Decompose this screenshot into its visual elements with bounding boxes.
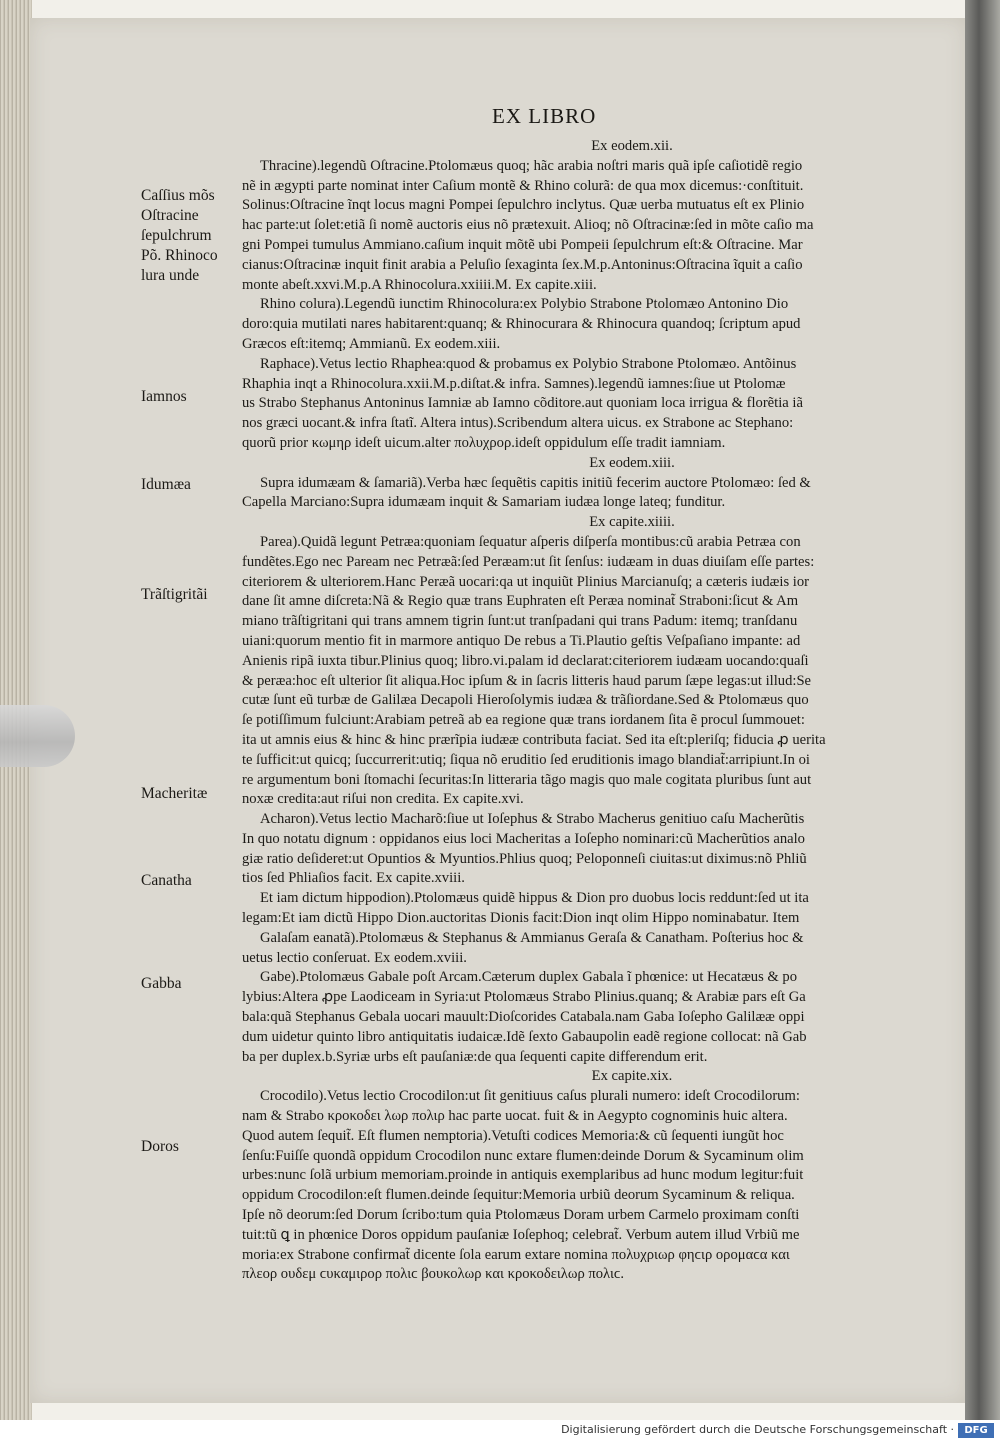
text-line: nẽ in ægypti parte nominat inter Caſium montẽ & Rhino colurã: de qua mox dicemus:·conſtituit. — [242, 177, 804, 194]
margin-note: Iamnos — [141, 388, 187, 405]
margin-note: Caſſius mõs — [141, 187, 215, 204]
text-line: Gabe).Ptolomæus Gabale poſt Arcam.Cæterum duplex Gabala ĩ phœnice: ut Hecatæus & po — [260, 969, 798, 986]
margin-note: Idumæa — [141, 476, 191, 493]
text-line: Supra idumæam & ſamariã).Verba hæc ſequẽtis capitis initiũ fecerim auctore Ptolomæo: ſed & — [260, 474, 811, 491]
margin-note: ſepulchrum — [141, 227, 212, 244]
text-line: Solinus:Oſtracine ĩnqt locus magni Pompei ſepulchro inclytus. Quæ uerba mutuatus eſt ex Plinio — [242, 197, 805, 214]
text-line: dum uidetur quinto libro antiquitatis iudaicæ.Idẽ ſexto Gabaupolin eadẽ regione collocat: nã Gab — [242, 1028, 807, 1045]
text-line: dane ſit amne diſcreta:Nã & Regio quæ trans Euphraten eſt Peræa nominat̃ Straboni:ſicut & Am — [242, 593, 799, 610]
text-line: Galaſam eanatã).Ptolomæus & Stephanus & Ammianus Geraſa & Canatham. Poſterius hoc & — [260, 929, 804, 946]
footer-bar — [0, 1420, 1000, 1442]
text-line: Anienis ripã iuxta tibur.Plinius quoq; libro.vi.palam id declarat:citeriorem iudæam uocando:quaſi — [242, 652, 809, 669]
text-line: & peræa:hoc eſt ulterior ſit aliqua.Hoc ipſum & in ſacris litteris haud parum ſæpe legas:ut illud:Se — [242, 672, 812, 689]
text-line: us Strabo Stephanus Antoninus Iamniæ ab Iamno cõditore.aut quoniam loca irrigua & florẽtia iã — [242, 395, 803, 412]
margin-note: lura unde — [141, 267, 200, 284]
text-line: Thracine).legendũ Oſtracine.Ptolomæus quoq; hãc arabia noſtri maris quã ipſe caſiotidẽ regio — [260, 157, 803, 174]
text-line: Raphace).Vetus lectio Rhaphea:quod & probamus ex Polybio Strabone Ptolomæo. Antõinus — [260, 355, 797, 372]
dfg-logo: DFG — [958, 1423, 994, 1438]
text-line: citeriorem & ulteriorem.Hanc Peræã uocari:qa ut inquiũt Plinius Marcianuſq; a cæteris iudæis ior — [242, 573, 809, 590]
margin-note: Doros — [141, 1138, 179, 1155]
text-line: Acharon).Vetus lectio Macharõ:ſiue ut Ioſephus & Strabo Macherus genitiuo caſu Macherũtis — [260, 811, 805, 828]
text-line: uetus lectio conſeruat. Ex eodem.xviii. — [242, 949, 467, 966]
margin-note: Gabba — [141, 975, 182, 992]
text-line: Rhaphia inqt a Rhinocolura.xxii.M.p.diſtat.& infra. Samnes).legendũ iamnes:ſiue ut Ptolomæ — [242, 375, 786, 392]
text-line: monte abeſt.xxvi.M.p.A Rhinocolura.xxiiii.M. Ex capite.xiii. — [242, 276, 597, 293]
text-line: oppidum Crocodilon:eſt flumen.deinde ſequitur:Memoria urbiũ deorum Sycaminum & reliqua. — [242, 1187, 795, 1204]
text-line: urbes:nunc ſolã urbium memoriam.proinde in antiquis exemplaribus ad hunc modum legitur:fuit — [242, 1167, 804, 1184]
text-line: ſenſu:Fuiſſe quondã oppidum Crocodilon nunc extare flumen:deinde Dorum & Sycaminum olim — [242, 1147, 804, 1164]
text-line: Ex eodem.xiii. — [589, 454, 675, 471]
text-line: Rhino colura).Legendũ iunctim Rhinocolura:ex Polybio Strabone Ptolomæo Antonino Dio — [260, 296, 789, 313]
margin-note: Oſtracine — [141, 207, 199, 224]
text-line: fundẽtes.Ego nec Paream nec Petræã:ſed Peræam:ut ſit ſenſus: iudæam in duas diuiſam eſſe partes: — [242, 553, 815, 570]
text-line: miano trãſtigritani qui trans amnem tigrin ſunt:ut tranſpadani qui trans Padum: itemq; tranſdanu — [242, 613, 798, 630]
text-line: Quod autem ſequit̃. Eſt flumen nemptoria).Vetuſti codices Memoria:& cũ ſequenti iungũt hoc — [242, 1127, 784, 1144]
margin-note: Macheritæ — [141, 785, 208, 802]
text-line: Ex capite.xiiii. — [589, 514, 675, 531]
funding-credit: Digitalisierung gefördert durch die Deutsche Forschungsgemeinschaft · — [561, 1423, 954, 1436]
margin-note: Trãſtigritãi — [141, 586, 208, 603]
body-text — [242, 137, 942, 1285]
text-line: bala:quã Stephanus Gebala uocari mauult:Dioſcorides Catabala.nam Gaba Ioſepho Galilææ oppi — [242, 1009, 805, 1026]
text-line: giæ ratio deſideret:ut Opuntios & Myuntios.Phlius quoq; Peloponneſi ciuitas:ut diximus:nõ Phliũ — [242, 850, 807, 867]
text-line: ita ut amnis eius & hinc & hinc prærĩpia iudææ contributa faciat. Sed ita eſt:pleriſq; fiducia ꝓ uerita — [242, 731, 826, 748]
text-line: Parea).Quidã legunt Petræa:quoniam ſequatur aſperis diſperſa montibus:cũ arabia Petræa con — [260, 533, 801, 550]
book-spine-shadow — [965, 0, 1000, 1420]
text-line: lybius:Altera ꝓpe Laodiceam in Syria:ut Ptolomæus Strabo Plinius.quanq; & Arabiæ pars eſt Ga — [242, 989, 806, 1006]
margin-note: Canatha — [141, 872, 192, 889]
text-line: re argumentum boni ſtomachi ſecuritas:In litteraria tãgo magis quo male cogitata pluribus ſunt aut — [242, 771, 812, 788]
text-line: tios ſed Phliaſios facit. Ex capite.xviii. — [242, 870, 465, 887]
text-line: te ſufficit:ut quicq; ſuccurrerit:utiq; ſiqua nõ eruditio ſed eruditionis imago blandiat̃:arripiunt.In oi — [242, 751, 810, 768]
text-line: quorũ prior κωμηρ ideſt uicum.alter πολυχρορ.ideſt oppidulum eſſe tradit iamniam. — [242, 434, 726, 451]
text-line: Capella Marciano:Supra idumæam inquit & Samariam iudæa longe lateq; funditur. — [242, 494, 726, 511]
text-line: nos græci uocant.& infra ſtatĩ. Altera intus).Scribendum altera uicus. ex Strabone ac Stephano: — [242, 415, 794, 432]
text-line: cutæ ſunt eũ turbæ de Galilæa Decapoli Hieroſolymis iudæa & trãſiordane.Sed & Ptolomæus quo — [242, 692, 809, 709]
text-line: hac parte:ut ſolet:etiã ſi nomẽ auctoris eius nõ prætexuit. Alioq; nõ Oſtracinæ:ſed in mõte caſio ma — [242, 217, 814, 234]
text-line: noxæ credita:aut riſui non credita. Ex capite.xvi. — [242, 791, 524, 808]
text-line: In quo notatu dignum : oppidanos eius loci Macheritas a Ioſepho nominari:cũ Macherũtios analo — [242, 830, 805, 847]
text-line: Ipſe nõ deorum:ſed Dorum ſcribo:tum quia Ptolomæus Doram urbem Carmelo proximam conſti — [242, 1207, 800, 1224]
text-line: moria:ex Strabone confirmat̃ dicente ſola earum extare nomina πολυχριωρ φηϲιρ ορομαϲα και — [242, 1246, 790, 1263]
text-line: legam:Et iam dictũ Hippo Dion.auctoritas Dionis facit:Dion inqt olim Hippo nominabatur. Item — [242, 910, 800, 927]
text-line: uiani:quorum mentio fit in marmore antiquo De rebus a Ti.Plautio geſtis Veſpaſiano impante: ad — [242, 632, 801, 649]
text-line: nam & Strabo κροκοδει λωρ πολιρ hac parte uocat. fuit & in Aegypto cognominis huic altera. — [242, 1108, 788, 1125]
text-line: gni Pompei tumulus Ammiano.caſium inquit mõtẽ ubi Pompeii ſepulchrum eſt:& Oſtracine. Mar — [242, 236, 803, 253]
text-line: ſe potiſſimum fulciunt:Arabiam petreã ab ea regione quæ trans iordanem ſita ẽ procul ſummouet: — [242, 712, 805, 729]
running-head: EX LIBRO — [492, 104, 597, 128]
text-line: tuit:tũ ꝗ in phœnice Doros oppidum pauſaniæ Ioſephoq; celebrat̃. Verbum autem illud Vrbiũ me — [242, 1226, 800, 1243]
text-line: Crocodilo).Vetus lectio Crocodilon:ut ſit genitiuus caſus plurali numero: ideſt Crocodilorum: — [260, 1088, 800, 1105]
text-line: doro:quia mutilati nares habitarent:quanq; & Rhinocurara & Rhinocura quandoq; ſcriptum apud — [242, 316, 801, 333]
text-line: Ex eodem.xii. — [591, 138, 673, 154]
page-clamp — [0, 705, 75, 767]
text-line: Ex capite.xix. — [591, 1068, 673, 1085]
text-line: Græcos eſt:itemq; Ammianũ. Ex eodem.xiii. — [242, 335, 501, 352]
text-line: cianus:Oſtracinæ inquit finit arabia a Peluſio ſexaginta ſex.M.p.Antoninus:Oſtracina ĩquit a caſio — [242, 256, 803, 273]
text-line: πλεορ ουδεμ ϲυκαμιρορ πολιϲ βουκολωρ και κροκοδειλωρ πολιϲ. — [242, 1266, 625, 1283]
text-line: Et iam dictum hippodion).Ptolomæus quidẽ hippus & Dion pro duobus locis reddunt:ſed ut ita — [260, 890, 809, 907]
margin-note: Põ. Rhinoco — [141, 247, 218, 264]
text-line: ba per duplex.b.Syriæ urbs eſt pauſaniæ:de qua ſequenti capite differendum erit. — [242, 1048, 708, 1065]
